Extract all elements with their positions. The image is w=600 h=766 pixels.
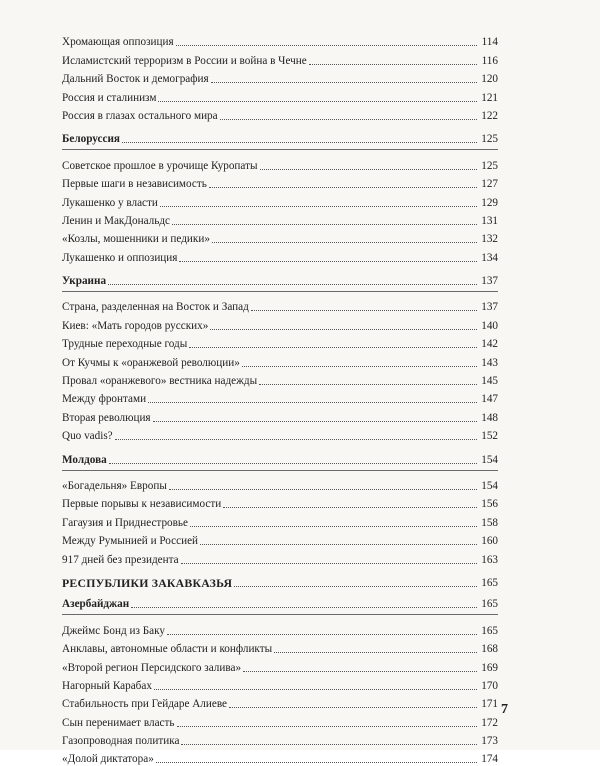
toc-entry-title: Газопроводная политика	[62, 735, 180, 748]
dot-leader	[131, 607, 477, 608]
toc-entry-title: От Кучмы к «оранжевой революции»	[62, 356, 240, 369]
toc-entry-page: 152	[481, 430, 498, 443]
toc-entry	[62, 475, 498, 493]
toc-entry-page: 127	[481, 178, 498, 191]
toc-entry	[62, 68, 498, 86]
toc-entry	[62, 191, 498, 209]
toc-entry	[62, 173, 498, 191]
toc-entry	[62, 370, 498, 388]
toc-entry-page: 170	[481, 679, 498, 692]
toc-entry	[62, 693, 498, 711]
toc-entry-page: 114	[481, 36, 498, 49]
dot-leader	[156, 762, 477, 763]
dot-leader	[242, 366, 477, 367]
section-divider	[62, 149, 498, 150]
dot-leader	[212, 242, 477, 243]
toc-entry-title: «Второй регион Персидского залива»	[62, 661, 242, 674]
dot-leader	[169, 489, 477, 490]
toc-entry-page: 171	[481, 698, 498, 711]
dot-leader	[251, 310, 477, 311]
toc-entry-title: Вторая революция	[62, 411, 151, 424]
dot-leader	[176, 45, 477, 46]
toc-entry-title: Исламистский терроризм в России и война в Чечне	[62, 54, 307, 67]
toc-entry	[62, 406, 498, 424]
toc-section-moldova	[62, 448, 498, 466]
toc-entry	[62, 49, 498, 67]
toc-entry	[62, 210, 498, 228]
toc-entry-title: Провал «оранжевого» вестника надежды	[62, 375, 258, 388]
dot-leader	[154, 689, 477, 690]
toc-entry	[62, 105, 498, 123]
toc-section-title: РЕСПУБЛИКИ ЗАКАВКАЗЬЯ	[62, 575, 233, 590]
toc-entry-title: Советское прошлое в урочище Куропаты	[62, 159, 258, 172]
toc-entry-page: 121	[481, 91, 498, 104]
dot-leader	[309, 64, 477, 65]
toc-entry	[62, 730, 498, 748]
toc-section-ukraine	[62, 270, 498, 288]
dot-leader	[158, 101, 477, 102]
toc-section-title: Белоруссия	[62, 133, 120, 146]
dot-leader	[179, 261, 477, 262]
toc-entry-title: Россия в глазах остального мира	[62, 109, 218, 122]
dot-leader	[190, 526, 477, 527]
toc-entry	[62, 675, 498, 693]
toc-section-page: 165	[481, 598, 498, 611]
dot-leader	[259, 384, 477, 385]
toc-entry-page: 156	[481, 498, 498, 511]
dot-leader	[148, 402, 477, 403]
toc-entry-page: 174	[481, 753, 498, 766]
dot-leader	[177, 726, 477, 727]
dot-leader	[211, 82, 477, 83]
toc-entry-title: Между Румынией и Россией	[62, 535, 199, 548]
toc-section-page: 137	[481, 275, 498, 288]
toc-section-title: Азербайджан	[62, 598, 130, 611]
toc-entry-page: 131	[481, 214, 498, 227]
dot-leader	[220, 119, 477, 120]
dot-leader	[167, 634, 477, 635]
dot-leader	[153, 421, 477, 422]
toc-entry-page: 154	[481, 479, 498, 492]
toc-entry	[62, 314, 498, 332]
dot-leader	[189, 347, 477, 348]
toc-section-page: 154	[481, 453, 498, 466]
toc-entry-page: 120	[481, 73, 498, 86]
toc-entry-title: Первые шаги в независимость	[62, 178, 207, 191]
toc-entry-page: 173	[481, 735, 498, 748]
toc-entry-title: Лукашенко и оппозиция	[62, 251, 178, 264]
toc-entry-title: Страна, разделенная на Восток и Запад	[62, 301, 249, 314]
toc-entry-page: 160	[481, 535, 498, 548]
toc-entry	[62, 511, 498, 529]
dot-leader	[260, 169, 478, 170]
page-number: 7	[501, 702, 508, 717]
toc-entry-title: Анклавы, автономные области и конфликты	[62, 643, 273, 656]
section-divider	[62, 614, 498, 615]
toc-entry-page: 132	[481, 233, 498, 246]
toc-entry	[62, 638, 498, 656]
toc-entry-title: Лукашенко у власти	[62, 196, 158, 209]
dot-leader	[223, 507, 477, 508]
toc-entry-page: 145	[481, 375, 498, 388]
toc-entry-page: 165	[481, 624, 498, 637]
toc-entry	[62, 548, 498, 566]
toc-entry-title: «Долой диктатора»	[62, 753, 154, 766]
toc-entry	[62, 711, 498, 729]
dot-leader	[109, 463, 477, 464]
dot-leader	[274, 652, 477, 653]
toc-entry-page: 134	[481, 251, 498, 264]
toc-entry	[62, 86, 498, 104]
dot-leader	[243, 671, 477, 672]
toc-entry-title: Трудные переходные годы	[62, 338, 188, 351]
toc-entry-title: «Богадельня» Европы	[62, 479, 167, 492]
toc-section-belarus	[62, 128, 498, 146]
toc-entry-title: «Козлы, мошенники и педики»	[62, 233, 210, 246]
dot-leader	[209, 187, 477, 188]
toc-entry-page: 129	[481, 196, 498, 209]
dot-leader	[172, 224, 477, 225]
toc-entry	[62, 619, 498, 637]
toc-entry-page: 143	[481, 356, 498, 369]
toc-entry	[62, 388, 498, 406]
toc-entry-page: 168	[481, 643, 498, 656]
dot-leader	[122, 142, 477, 143]
toc-entry-page: 169	[481, 661, 498, 674]
dot-leader	[210, 329, 477, 330]
toc-section-azerbaijan	[62, 593, 498, 611]
toc-entry-title: Дальний Восток и демография	[62, 73, 209, 86]
toc-section-page: 165	[481, 576, 498, 589]
toc-entry-page: 142	[481, 338, 498, 351]
toc-entry-page: 147	[481, 393, 498, 406]
toc-entry-page: 163	[481, 553, 498, 566]
toc-entry-page: 172	[481, 716, 498, 729]
toc-entry-page: 140	[481, 319, 498, 332]
toc-section-title: Украина	[62, 275, 107, 288]
toc-entry-title: Нагорный Карабах	[62, 679, 152, 692]
toc-entry	[62, 530, 498, 548]
dot-leader	[181, 563, 477, 564]
toc-section-caucasus	[62, 572, 498, 590]
dot-leader	[160, 206, 477, 207]
toc-section-page: 125	[481, 133, 498, 146]
toc-entry-title: Quo vadis?	[62, 430, 113, 443]
toc-section-title: Молдова	[62, 453, 107, 466]
toc-entry	[62, 31, 498, 49]
toc-entry	[62, 246, 498, 264]
table-of-contents	[62, 31, 498, 766]
toc-entry-page: 122	[481, 109, 498, 122]
dot-leader	[229, 707, 477, 708]
section-divider	[62, 470, 498, 471]
section-divider	[62, 291, 498, 292]
toc-entry	[62, 154, 498, 172]
toc-entry-title: Между фронтами	[62, 393, 147, 406]
toc-entry-page: 116	[481, 54, 498, 67]
toc-entry-title: Россия и сталинизм	[62, 91, 157, 104]
toc-entry-title: Сын перенимает власть	[62, 716, 175, 729]
toc-entry	[62, 748, 498, 766]
dot-leader	[200, 544, 477, 545]
toc-entry	[62, 296, 498, 314]
dot-leader	[115, 439, 477, 440]
toc-entry	[62, 228, 498, 246]
toc-entry-title: Хромающая оппозиция	[62, 36, 174, 49]
toc-entry-title: Киев: «Мать городов русских»	[62, 319, 209, 332]
toc-entry	[62, 333, 498, 351]
toc-entry-title: 917 дней без президента	[62, 553, 179, 566]
dot-leader	[108, 284, 477, 285]
toc-entry	[62, 493, 498, 511]
toc-entry-title: Первые порывы к независимости	[62, 498, 222, 511]
dot-leader	[234, 586, 477, 587]
dot-leader	[181, 744, 477, 745]
toc-entry-title: Ленин и МакДональдс	[62, 214, 170, 227]
toc-entry	[62, 656, 498, 674]
toc-entry-page: 148	[481, 411, 498, 424]
toc-entry-title: Стабильность при Гейдаре Алиеве	[62, 698, 228, 711]
toc-entry	[62, 351, 498, 369]
toc-entry-page: 158	[481, 516, 498, 529]
toc-entry-page: 137	[481, 301, 498, 314]
toc-entry-page: 125	[481, 159, 498, 172]
toc-entry	[62, 425, 498, 443]
toc-entry-title: Гагаузия и Приднестровье	[62, 516, 188, 529]
toc-entry-title: Джеймс Бонд из Баку	[62, 624, 165, 637]
